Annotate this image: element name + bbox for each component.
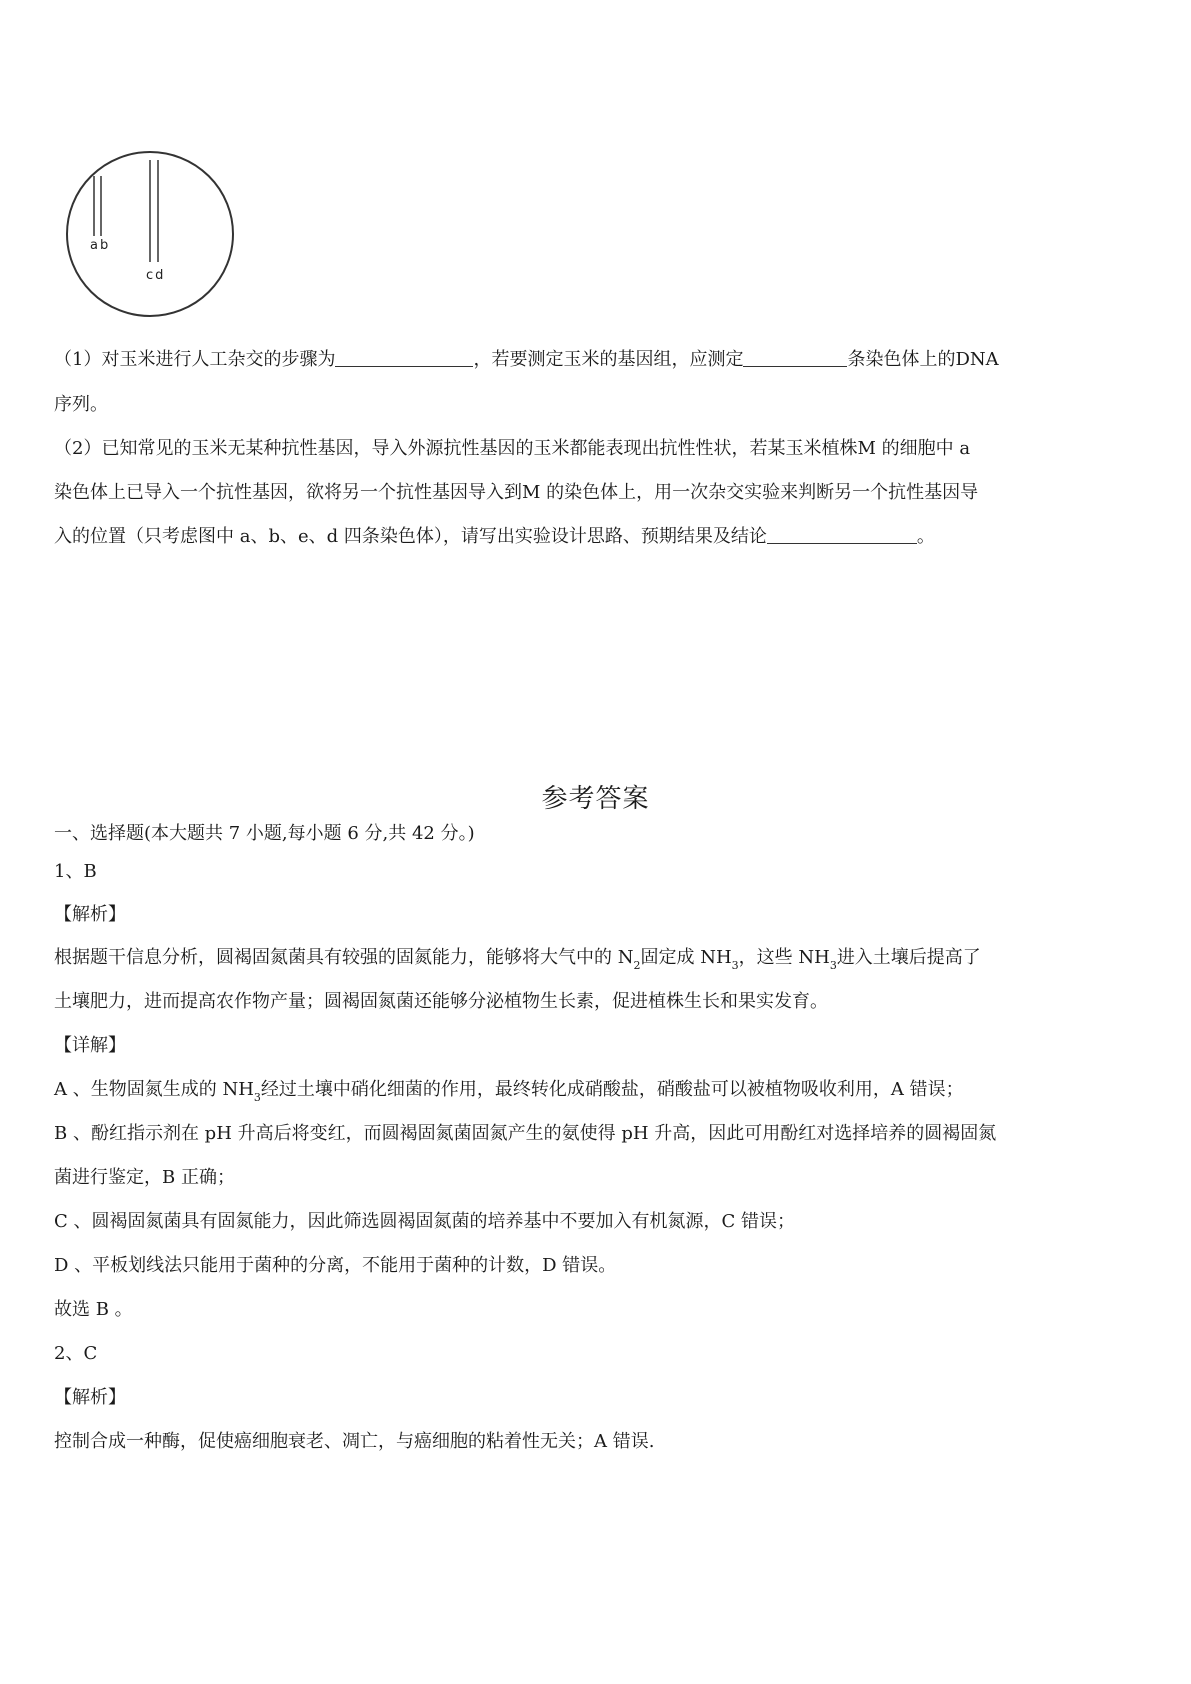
q2-text-b: 。 [916, 526, 935, 547]
analysis-1-line-1 [54, 946, 1151, 970]
answer-blank-2 [743, 348, 847, 367]
subscript-nh3-3: 3 [253, 1091, 261, 1104]
answers-title: 参考答案 [541, 784, 650, 814]
question-1-line-1 [54, 348, 1151, 372]
q2-text-a: 入的位置（只考虑图中 a、b、e、d 四条染色体），请写出实验设计思路、预期结果及结论 [54, 526, 767, 547]
conclusion: 故选 B 。 [54, 1299, 133, 1320]
subscript-n2: 2 [633, 959, 641, 972]
detail-a-text-2: 经过土壤中硝化细菌的作用，最终转化成硝酸盐，硝酸盐可以被植物吸收利用，A 错误； [260, 1079, 964, 1100]
chromosome-diagram [66, 150, 236, 320]
subscript-nh3-2: 3 [829, 959, 837, 972]
answer-1: 1、B [54, 861, 97, 882]
question-2-line-3 [54, 525, 1151, 549]
answer-blank-1 [335, 348, 473, 367]
detail-d: D 、平板划线法只能用于菌种的分离，不能用于菌种的计数，D 错误。 [54, 1255, 617, 1276]
section-heading: 一、选择题(本大题共 7 小题,每小题 6 分,共 42 分。) [54, 823, 475, 844]
detail-a [54, 1078, 1151, 1102]
detail-c: C 、圆褐固氮菌具有固氮能力，因此筛选圆褐固氮菌的培养基中不要加入有机氮源，C 错误； [54, 1211, 795, 1232]
analysis-1-text-b: 固定成 NH [640, 947, 732, 968]
chromosome-figure [66, 150, 236, 320]
analysis-1-text-c: ，这些 NH [738, 947, 830, 968]
subscript-nh3-1: 3 [731, 959, 739, 972]
question-2-line-2: 染色体上已导入一个抗性基因，欲将另一个抗性基因导入到M 的染色体上，用一次杂交实验来判断另一个抗性基因导 [54, 482, 979, 503]
label-cd: cd [146, 268, 166, 283]
analysis-2-line-1: 控制合成一种酶，促使癌细胞衰老、凋亡，与癌细胞的粘着性无关；A 错误. [54, 1431, 655, 1452]
q1-text-a: （1）对玉米进行人工杂交的步骤为 [54, 349, 336, 370]
q1-text-c: 条染色体上的DNA [847, 349, 999, 370]
q1-text-b: ，若要测定玉米的基因组，应测定 [473, 349, 744, 370]
question-2-line-1: （2）已知常见的玉米无某种抗性基因，导入外源抗性基因的玉米都能表现出抗性性状，若某玉米植株M 的细胞中 a [54, 438, 971, 459]
label-ab: ab [90, 238, 111, 253]
analysis-label-2: 【解析】 [54, 1387, 126, 1408]
detail-b-line-2: 菌进行鉴定，B 正确； [54, 1167, 235, 1188]
detail-label: 【详解】 [54, 1035, 126, 1056]
detail-b-line-1: B 、酚红指示剂在 pH 升高后将变红，而圆褐固氮菌固氮产生的氨使得 pH 升高，因此可用酚红对选择培养的圆褐固氮 [54, 1123, 997, 1144]
analysis-1-text-a: 根据题干信息分析，圆褐固氮菌具有较强的固氮能力，能够将大气中的 N [54, 947, 634, 968]
answer-blank-3 [767, 525, 917, 544]
analysis-1-line-2: 土壤肥力，进而提高农作物产量；圆褐固氮菌还能够分泌植物生长素，促进植株生长和果实发育。 [54, 991, 828, 1012]
question-1-line-2: 序列。 [54, 394, 108, 415]
analysis-1-text-d: 进入土壤后提高了 [836, 947, 981, 968]
detail-a-text-1: A 、生物固氮生成的 NH [54, 1079, 254, 1100]
analysis-label-1: 【解析】 [54, 904, 126, 925]
answer-2: 2、C [54, 1343, 98, 1364]
